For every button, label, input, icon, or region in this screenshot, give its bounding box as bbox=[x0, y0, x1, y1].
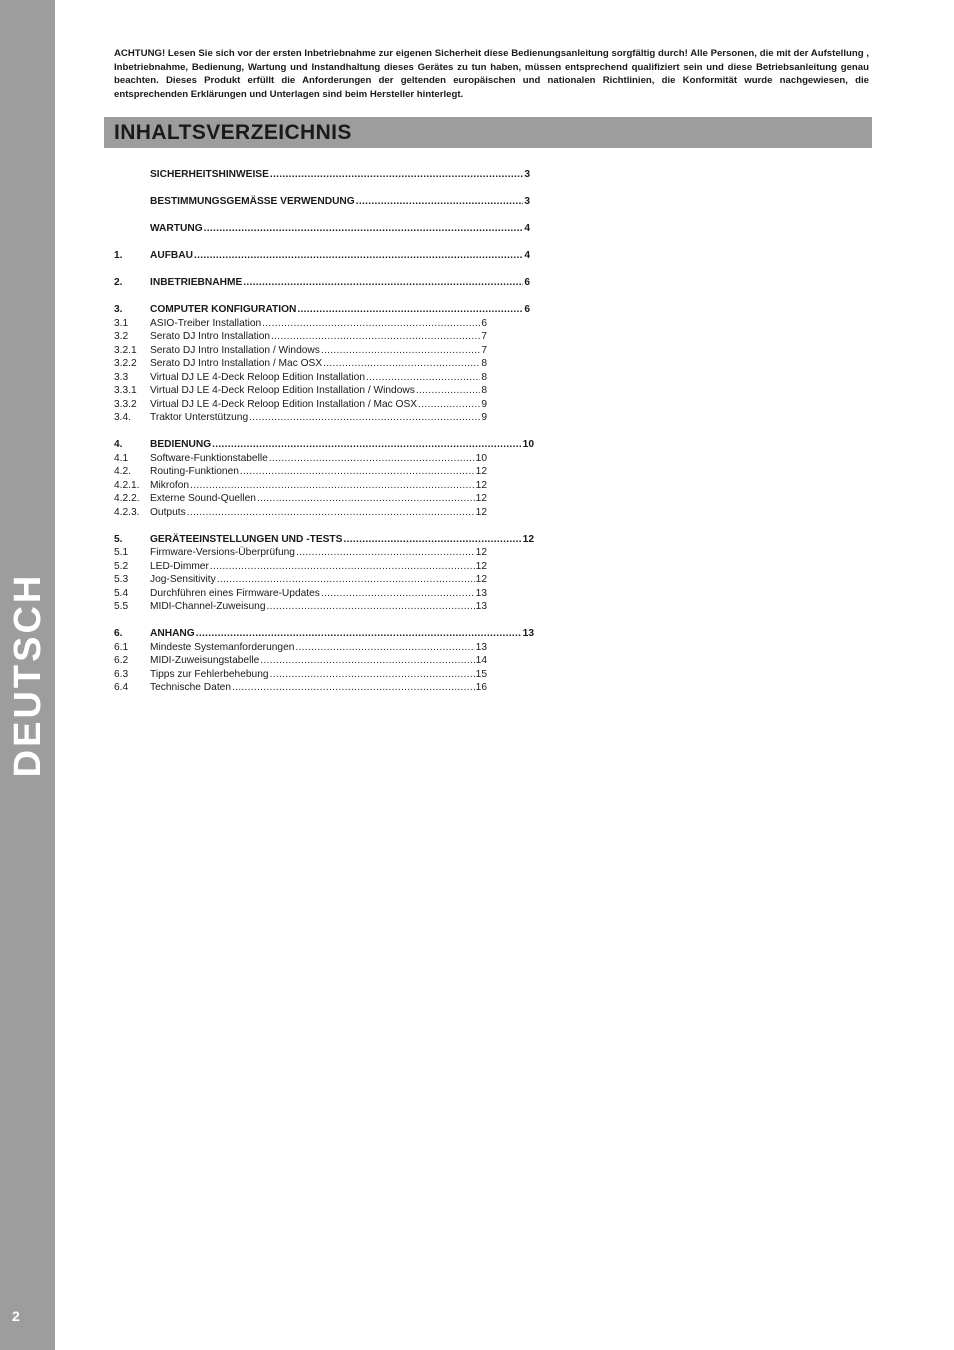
toc-subsection-entry[interactable] bbox=[114, 330, 487, 344]
toc-entry-title: INBETRIEBNAHME bbox=[150, 277, 243, 288]
toc-section-entry[interactable] bbox=[114, 276, 530, 290]
toc-leader-dots bbox=[295, 641, 474, 655]
toc-entry-page: 15 bbox=[475, 668, 487, 680]
toc-entry-title: Firmware-Versions-Überprüfung bbox=[150, 547, 295, 558]
toc-subsection-entry[interactable] bbox=[114, 546, 487, 560]
toc-entry-number: 6.2 bbox=[114, 655, 129, 666]
toc-entry-page: 12 bbox=[475, 506, 487, 518]
toc-entry-title: MIDI-Zuweisungstabelle bbox=[150, 655, 260, 666]
toc-entry-page: 13 bbox=[475, 641, 487, 653]
toc-entry-title: Outputs bbox=[150, 506, 186, 518]
toc-entry-page: 9 bbox=[481, 412, 487, 423]
toc-entry-page: 12 bbox=[475, 493, 487, 504]
toc-entry-number: 4.2.3. bbox=[114, 506, 140, 518]
toc-leader-dots bbox=[243, 276, 523, 290]
toc-leader-dots bbox=[249, 411, 480, 425]
toc-leader-dots bbox=[212, 438, 522, 452]
toc-entry-number: 2. bbox=[114, 277, 123, 288]
toc-subsection-entry[interactable] bbox=[114, 357, 487, 371]
toc-entry-page: 10 bbox=[475, 452, 487, 464]
toc-entry-page: 4 bbox=[524, 223, 530, 234]
toc-entry-number: 6.4 bbox=[114, 682, 129, 693]
toc-entry-title: Mikrofon bbox=[150, 479, 190, 491]
toc-entry-title: Externe Sound-Quellen bbox=[150, 493, 256, 504]
toc-section-entry[interactable] bbox=[114, 249, 530, 263]
toc-entry-title: BESTIMMUNGSGEMÄSSE VERWENDUNG bbox=[150, 196, 355, 207]
toc-subsection-entry[interactable] bbox=[114, 506, 487, 520]
toc-entry-title: Traktor Unterstützung bbox=[150, 412, 249, 423]
language-label: DEUTSCH bbox=[7, 572, 49, 778]
toc-entry-number: 4.2. bbox=[114, 466, 131, 477]
page-number: 2 bbox=[12, 1308, 20, 1324]
toc-subsection-entry[interactable] bbox=[114, 681, 487, 695]
toc-entry-page: 3 bbox=[524, 169, 530, 180]
side-bar bbox=[0, 0, 55, 1350]
toc-subsection-entry[interactable] bbox=[114, 411, 487, 425]
toc-entry-number: 4.1 bbox=[114, 452, 129, 464]
toc-entry-page: 6 bbox=[524, 277, 530, 288]
toc-group bbox=[114, 438, 554, 519]
toc-group bbox=[114, 222, 554, 236]
toc-entry-page: 14 bbox=[475, 655, 487, 666]
toc-section-entry[interactable] bbox=[114, 303, 530, 317]
toc-entry-page: 13 bbox=[522, 628, 534, 639]
toc-section-entry[interactable] bbox=[114, 533, 534, 547]
toc-entry-number: 3.1 bbox=[114, 317, 129, 329]
toc-entry-page: 13 bbox=[475, 601, 487, 612]
toc-leader-dots bbox=[270, 168, 523, 182]
toc-entry-page: 12 bbox=[475, 479, 487, 491]
toc-entry-title: LED-Dimmer bbox=[150, 560, 209, 572]
toc-title: INHALTSVERZEICHNIS bbox=[114, 121, 352, 144]
toc-leader-dots bbox=[296, 546, 475, 560]
toc-group bbox=[114, 303, 554, 425]
toc-group bbox=[114, 533, 554, 614]
toc-entry-title: COMPUTER KONFIGURATION bbox=[150, 304, 297, 315]
toc-entry-page: 12 bbox=[522, 533, 534, 545]
toc-entry-title: Tipps zur Fehlerbehebung bbox=[150, 668, 269, 680]
toc-entry-page: 12 bbox=[475, 466, 487, 477]
toc-entry-number: 1. bbox=[114, 250, 123, 261]
toc-entry-number: 3.4. bbox=[114, 412, 131, 423]
toc-leader-dots bbox=[418, 398, 480, 412]
toc-subsection-entry[interactable] bbox=[114, 600, 487, 614]
toc-entry-page: 8 bbox=[481, 385, 487, 396]
toc-entry-number: 5. bbox=[114, 533, 123, 545]
toc-entry-number: 3.3 bbox=[114, 371, 129, 383]
toc-subsection-entry[interactable] bbox=[114, 654, 487, 668]
toc-subsection-entry[interactable] bbox=[114, 452, 487, 466]
safety-warning: ACHTUNG! Lesen Sie sich vor der ersten Inbetriebnahme zur eigenen Sicherheit diese Bedienungsanleitung sorgfältig durch! Alle Personen, die mit der Aufstellung , Inbetriebnahme, Bedienung, Wartung und Instandhaltung dieses Gerätes zu tun haben, müssen entsprechend qualifiziert sein und diese Betriebsanleitung genau beachten. Dieses Produkt erfüllt die Anforderungen der geltenden europäischen und nationalen Richtlinien, die Konformität wurde nachgewiesen, die entsprechenden Erklärungen und Unterlagen sind beim Hersteller hinterlegt. bbox=[114, 48, 869, 100]
toc-group bbox=[114, 249, 554, 263]
toc-entry-title: Virtual DJ LE 4-Deck Reloop Edition Installation / Mac OSX bbox=[150, 398, 418, 410]
toc-entry-page: 12 bbox=[475, 547, 487, 558]
toc-leader-dots bbox=[187, 506, 475, 520]
toc-leader-dots bbox=[217, 573, 475, 587]
toc-entry-page: 12 bbox=[475, 560, 487, 572]
toc-entry-title: Serato DJ Intro Installation / Mac OSX bbox=[150, 358, 323, 369]
toc-entry-page: 13 bbox=[475, 587, 487, 599]
toc-leader-dots bbox=[267, 600, 475, 614]
toc-entry-page: 8 bbox=[481, 358, 487, 369]
toc-subsection-entry[interactable] bbox=[114, 371, 487, 385]
toc-subsection-entry[interactable] bbox=[114, 587, 487, 601]
toc-leader-dots bbox=[271, 330, 480, 344]
toc-entry-title: Routing-Funktionen bbox=[150, 466, 239, 477]
toc-leader-dots bbox=[321, 587, 475, 601]
toc-entry-title: GERÄTEEINSTELLUNGEN UND -TESTS bbox=[150, 533, 343, 545]
toc-entry-page: 10 bbox=[522, 439, 534, 450]
toc-leader-dots bbox=[210, 560, 475, 574]
toc-subsection-entry[interactable] bbox=[114, 344, 487, 358]
toc-subsection-entry[interactable] bbox=[114, 479, 487, 493]
toc-entry-number: 3.2.2 bbox=[114, 358, 137, 369]
toc-entry-number: 6.1 bbox=[114, 641, 129, 653]
toc-entry-number: 4. bbox=[114, 439, 123, 450]
toc-subsection-entry[interactable] bbox=[114, 317, 487, 331]
toc-entry-number: 6.3 bbox=[114, 668, 129, 680]
toc-leader-dots bbox=[257, 492, 475, 506]
toc-entry-page: 3 bbox=[524, 196, 530, 207]
toc-leader-dots bbox=[204, 222, 524, 236]
toc-entry-title: AUFBAU bbox=[150, 250, 194, 261]
toc-subsection-entry[interactable] bbox=[114, 398, 487, 412]
toc-leader-dots bbox=[232, 681, 475, 695]
toc-group bbox=[114, 627, 554, 695]
toc-subsection-entry[interactable] bbox=[114, 492, 487, 506]
toc-section-entry[interactable] bbox=[114, 168, 530, 182]
table-of-contents bbox=[114, 168, 554, 708]
toc-subsection-entry[interactable] bbox=[114, 668, 487, 682]
toc-section-entry[interactable] bbox=[114, 222, 530, 236]
toc-leader-dots bbox=[343, 533, 521, 547]
toc-leader-dots bbox=[270, 668, 475, 682]
toc-entry-number: 5.2 bbox=[114, 560, 129, 572]
toc-leader-dots bbox=[269, 452, 475, 466]
toc-leader-dots bbox=[196, 627, 522, 641]
toc-group bbox=[114, 168, 554, 182]
toc-entry-title: ANHANG bbox=[150, 628, 195, 639]
toc-entry-title: Software-Funktionstabelle bbox=[150, 452, 268, 464]
toc-entry-page: 4 bbox=[524, 250, 530, 261]
toc-header bbox=[104, 117, 872, 148]
toc-subsection-entry[interactable] bbox=[114, 573, 487, 587]
toc-entry-title: Virtual DJ LE 4-Deck Reloop Edition Installation bbox=[150, 371, 365, 383]
toc-group bbox=[114, 276, 554, 290]
toc-group bbox=[114, 195, 554, 209]
toc-section-entry[interactable] bbox=[114, 627, 534, 641]
toc-entry-title: Durchführen eines Firmware-Updates bbox=[150, 587, 320, 599]
toc-subsection-entry[interactable] bbox=[114, 465, 487, 479]
toc-leader-dots bbox=[297, 303, 523, 317]
toc-entry-page: 8 bbox=[481, 371, 487, 383]
toc-entry-page: 16 bbox=[475, 682, 487, 693]
toc-leader-dots bbox=[356, 195, 524, 209]
toc-entry-title: WARTUNG bbox=[150, 223, 203, 234]
toc-leader-dots bbox=[260, 654, 474, 668]
toc-leader-dots bbox=[194, 249, 523, 263]
toc-subsection-entry[interactable] bbox=[114, 384, 487, 398]
toc-entry-number: 5.3 bbox=[114, 574, 129, 585]
toc-section-entry[interactable] bbox=[114, 438, 534, 452]
toc-entry-number: 3.2 bbox=[114, 331, 129, 342]
toc-leader-dots bbox=[416, 384, 481, 398]
toc-entry-title: SICHERHEITSHINWEISE bbox=[150, 169, 269, 180]
toc-entry-number: 5.5 bbox=[114, 601, 129, 612]
toc-entry-number: 3.3.1 bbox=[114, 385, 137, 396]
toc-entry-number: 4.2.1. bbox=[114, 479, 140, 491]
toc-entry-title: MIDI-Channel-Zuweisung bbox=[150, 601, 266, 612]
toc-entry-page: 7 bbox=[481, 344, 487, 356]
toc-entry-number: 3.2.1 bbox=[114, 344, 137, 356]
toc-entry-page: 6 bbox=[481, 317, 487, 329]
toc-leader-dots bbox=[190, 479, 475, 493]
toc-entry-title: Serato DJ Intro Installation bbox=[150, 331, 271, 342]
toc-entry-title: Jog-Sensitivity bbox=[150, 574, 216, 585]
toc-entry-page: 7 bbox=[481, 331, 487, 342]
toc-entry-number: 5.1 bbox=[114, 547, 129, 558]
toc-entry-title: Technische Daten bbox=[150, 682, 231, 693]
toc-section-entry[interactable] bbox=[114, 195, 530, 209]
toc-leader-dots bbox=[321, 344, 480, 358]
toc-entry-title: BEDIENUNG bbox=[150, 439, 212, 450]
toc-entry-number: 4.2.2. bbox=[114, 493, 140, 504]
toc-leader-dots bbox=[366, 371, 480, 385]
toc-subsection-entry[interactable] bbox=[114, 560, 487, 574]
toc-leader-dots bbox=[240, 465, 475, 479]
toc-leader-dots bbox=[262, 317, 480, 331]
toc-entry-title: Serato DJ Intro Installation / Windows bbox=[150, 344, 320, 356]
toc-entry-number: 6. bbox=[114, 628, 123, 639]
toc-leader-dots bbox=[323, 357, 480, 371]
toc-entry-title: ASIO-Treiber Installation bbox=[150, 317, 262, 329]
toc-entry-page: 12 bbox=[475, 574, 487, 585]
toc-entry-number: 5.4 bbox=[114, 587, 129, 599]
toc-entry-page: 6 bbox=[524, 304, 530, 315]
toc-entry-number: 3.3.2 bbox=[114, 398, 137, 410]
toc-entry-number: 3. bbox=[114, 304, 123, 315]
toc-entry-page: 9 bbox=[481, 398, 487, 410]
toc-entry-title: Mindeste Systemanforderungen bbox=[150, 641, 295, 653]
toc-subsection-entry[interactable] bbox=[114, 641, 487, 655]
toc-entry-title: Virtual DJ LE 4-Deck Reloop Edition Installation / Windows bbox=[150, 385, 415, 396]
